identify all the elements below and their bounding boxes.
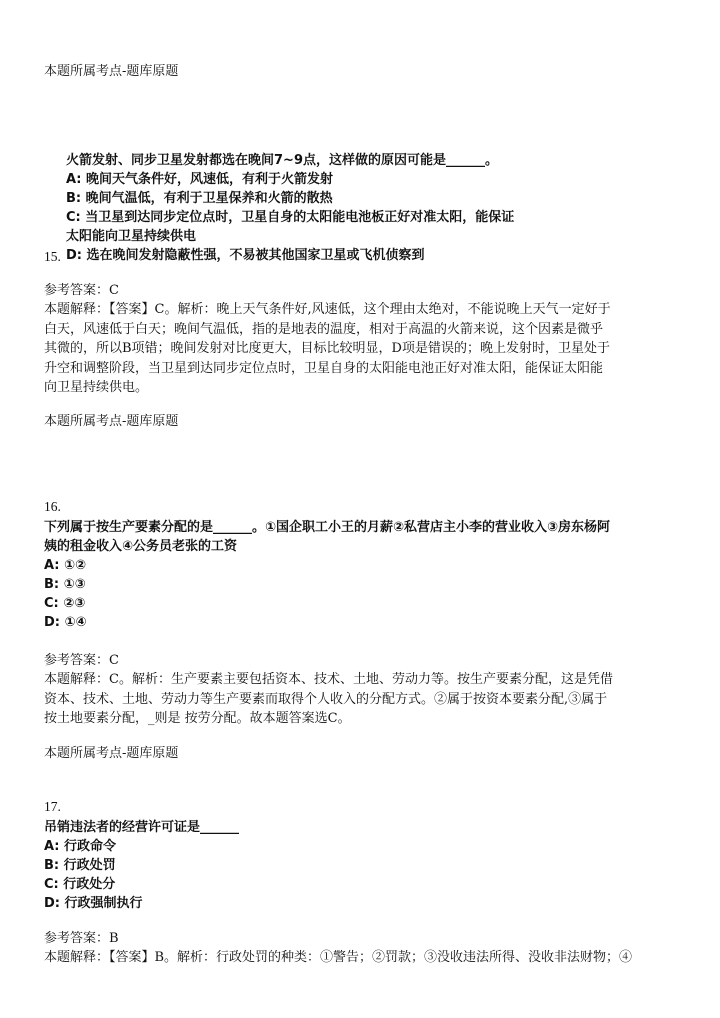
answer: 参考答案：C	[44, 283, 119, 298]
question-number: 16.	[44, 499, 61, 514]
question-stem-continued: 姨的租金收入④公务员老张的工资	[44, 539, 238, 554]
answer: 参考答案：C	[44, 653, 119, 668]
explanation-line: 其微的，所以B项错；晚间发射对比度更大，目标比较明显，D项是错误的；晚上发射时，卫星处于	[44, 341, 610, 356]
question-stem: 下列属于按生产要素分配的是______。①国企职工小王的月薪②私营店主小李的营业收入③房东杨阿	[44, 520, 611, 535]
explanation-line: 本题解释：C。解析：生产要素主要包括资本、技术、土地、劳动力等。按生产要素分配，这是凭借	[44, 672, 613, 687]
explanation-line: 升空和调整阶段，当卫星到达同步定位点时，卫星自身的太阳能电池正好对准太阳，能保证太阳能	[44, 360, 604, 376]
source-note: 本题所属考点-题库原题	[44, 64, 179, 79]
option-b: B: ①③	[44, 577, 86, 592]
option-a: A: 晚间天气条件好，风速低，有利于火箭发射	[66, 172, 334, 187]
question-number: 15.	[44, 249, 61, 264]
question-stem: 火箭发射、同步卫星发射都选在晚间7~9点，这样做的原因可能是______。	[66, 153, 498, 168]
explanation-line: 本题解释：【答案】C。解析：晚上天气条件好,风速低，这个理由太绝对，不能说晚上天气一定好于	[44, 302, 611, 317]
explanation	[44, 670, 680, 729]
option-d: D: ①④	[44, 615, 87, 630]
question-stem: 吊销违法者的经营许可证是______	[44, 820, 240, 835]
explanation-line: 按土地要素分配，_则是 按劳分配。故本题答案选C。	[44, 711, 351, 726]
explanation-line: 白天，风速低于白天；晚间气温低，指的是地表的温度，相对于高温的火箭来说，这个因素是微乎	[44, 321, 604, 337]
option-a: A: 行政命令	[44, 839, 117, 854]
explanation	[44, 948, 680, 968]
explanation-line: 资本、技术、土地、劳动力等生产要素而取得个人收入的分配方式。②属于按资本要素分配,③属于	[44, 691, 608, 707]
option-d: D: 行政强制执行	[44, 896, 143, 911]
source-note: 本题所属考点-题库原题	[44, 746, 179, 761]
option-c: C: 当卫星到达同步定位点时，卫星自身的太阳能电池板正好对准太阳，能保证	[66, 210, 515, 225]
option-c: C: ②③	[44, 596, 86, 611]
option-d: D: 选在晚间发射隐蔽性强，不易被其他国家卫星或飞机侦察到	[66, 248, 425, 263]
option-b: B: 行政处罚	[44, 858, 116, 873]
option-c: C: 行政处分	[44, 877, 116, 892]
explanation	[44, 300, 680, 398]
answer: 参考答案：B	[44, 931, 119, 946]
question-number: 17.	[44, 799, 61, 814]
option-c-continued: 太阳能向卫星持续供电	[66, 229, 197, 244]
option-a: A: ①②	[44, 558, 87, 573]
source-note: 本题所属考点-题库原题	[44, 414, 179, 429]
explanation-line: 向卫星持续供电。	[44, 380, 149, 395]
option-b: B: 晚间气温低，有利于卫星保养和火箭的散热	[66, 191, 333, 206]
explanation-line: 本题解释：【答案】B。解析：行政处罚的种类：①警告；②罚款；③没收违法所得、没收非法财物；④	[44, 950, 633, 965]
